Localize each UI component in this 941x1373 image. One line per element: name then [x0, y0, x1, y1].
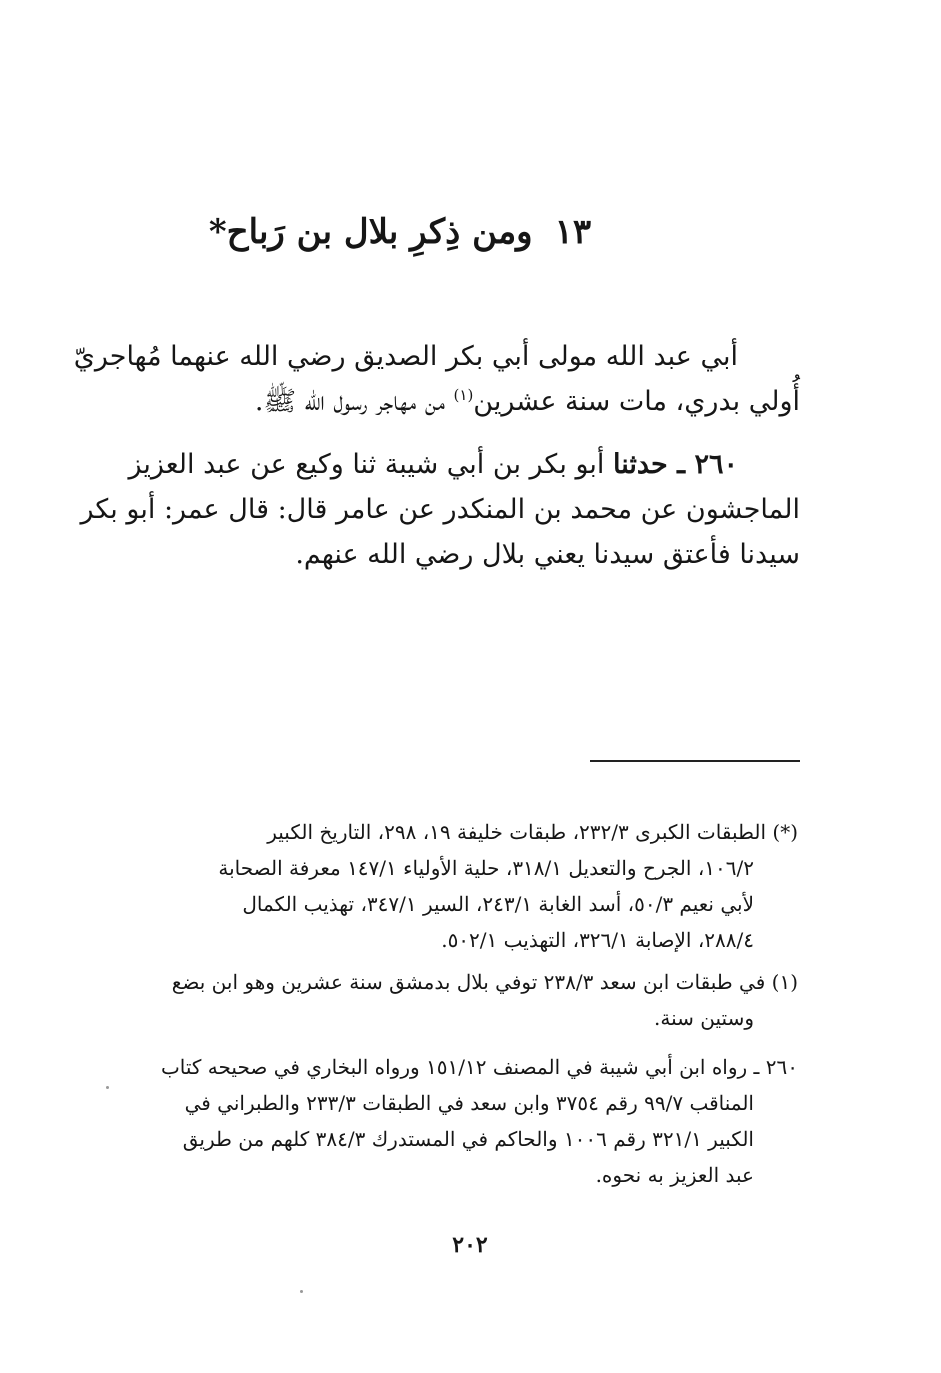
hadith-line: سيدنا فأعتق سيدنا يعني بلال رضي الله عنهم.: [295, 539, 800, 570]
scan-speck: [300, 1290, 303, 1293]
intro-text: أُولي بدري، مات سنة عشرين: [473, 386, 800, 417]
hadith-number: ٢٦٠ ـ: [667, 449, 738, 480]
hadith-line: [120, 442, 800, 487]
hadith-lead: حدثنا: [613, 449, 668, 480]
footnote-marker: (١): [453, 386, 474, 404]
footnote-line: (*) الطبقات الكبرى ٢٣٢/٣، طبقات خليفة ١٩، ٢٩٨، التاريخ الكبير: [267, 820, 798, 844]
footnote-line: ٢٦٠ ـ رواه ابن أبي شيبة في المصنف ١٥١/١٢ ورواه البخاري في صحيحه كتاب: [160, 1055, 798, 1079]
chapter-title: ومن ذِكرِ بلال بن رَباح*: [208, 212, 533, 252]
chapter-number: ١٣: [554, 212, 592, 252]
footnote-260: [118, 1049, 798, 1193]
intro-line: أبي عبد الله مولى أبي بكر الصديق رضي الله عنهما مُهاجريّ: [73, 341, 738, 372]
scan-speck: [106, 1086, 109, 1089]
footnote-line: ٢٨٨/٤، الإصابة ٣٢٦/١، التهذيب ٥٠٢/١.: [441, 928, 754, 952]
footnote-star: [118, 814, 798, 958]
chapter-heading: [200, 212, 600, 252]
footnote-separator: [590, 760, 800, 762]
footnote-line: الكبير ٣٢١/١ رقم ١٠٠٦ والحاكم في المستدرك ٣٨٤/٣ كلهم من طريق: [182, 1127, 754, 1151]
intro-line: [120, 379, 800, 424]
footnote-line: لأبي نعيم ٥٠/٣، أسد الغابة ٢٤٣/١، السير ٣٤٧/١، تهذيب الكمال: [242, 892, 754, 916]
footnote-line: ١٠٦/٢، الجرح والتعديل ٣١٨/١، حلية الأولياء ١٤٧/١ معرفة الصحابة: [218, 856, 754, 880]
hadith-paragraph: [80, 442, 800, 577]
page-number: ٢٠٢: [452, 1232, 488, 1258]
footnote-line: عبد العزيز به نحوه.: [595, 1163, 754, 1187]
intro-text: من مهاجر رسول الله ﷺ.: [254, 386, 454, 417]
footnote-one: [118, 964, 798, 1036]
footnote-line: (١) في طبقات ابن سعد ٢٣٨/٣ توفي بلال بدمشق سنة عشرين وهو ابن بضع: [171, 970, 798, 994]
intro-paragraph: [73, 334, 800, 424]
footnote-line: المناقب ٩٩/٧ رقم ٣٧٥٤ وابن سعد في الطبقات ٢٣٣/٣ والطبراني في: [184, 1091, 754, 1115]
hadith-text: أبو بكر بن أبي شيبة ثنا وكيع عن عبد العزيز: [128, 449, 613, 480]
hadith-line: الماجشون عن محمد بن المنكدر عن عامر قال: قال عمر: أبو بكر: [80, 494, 800, 525]
footnote-line: وستين سنة.: [654, 1006, 754, 1030]
